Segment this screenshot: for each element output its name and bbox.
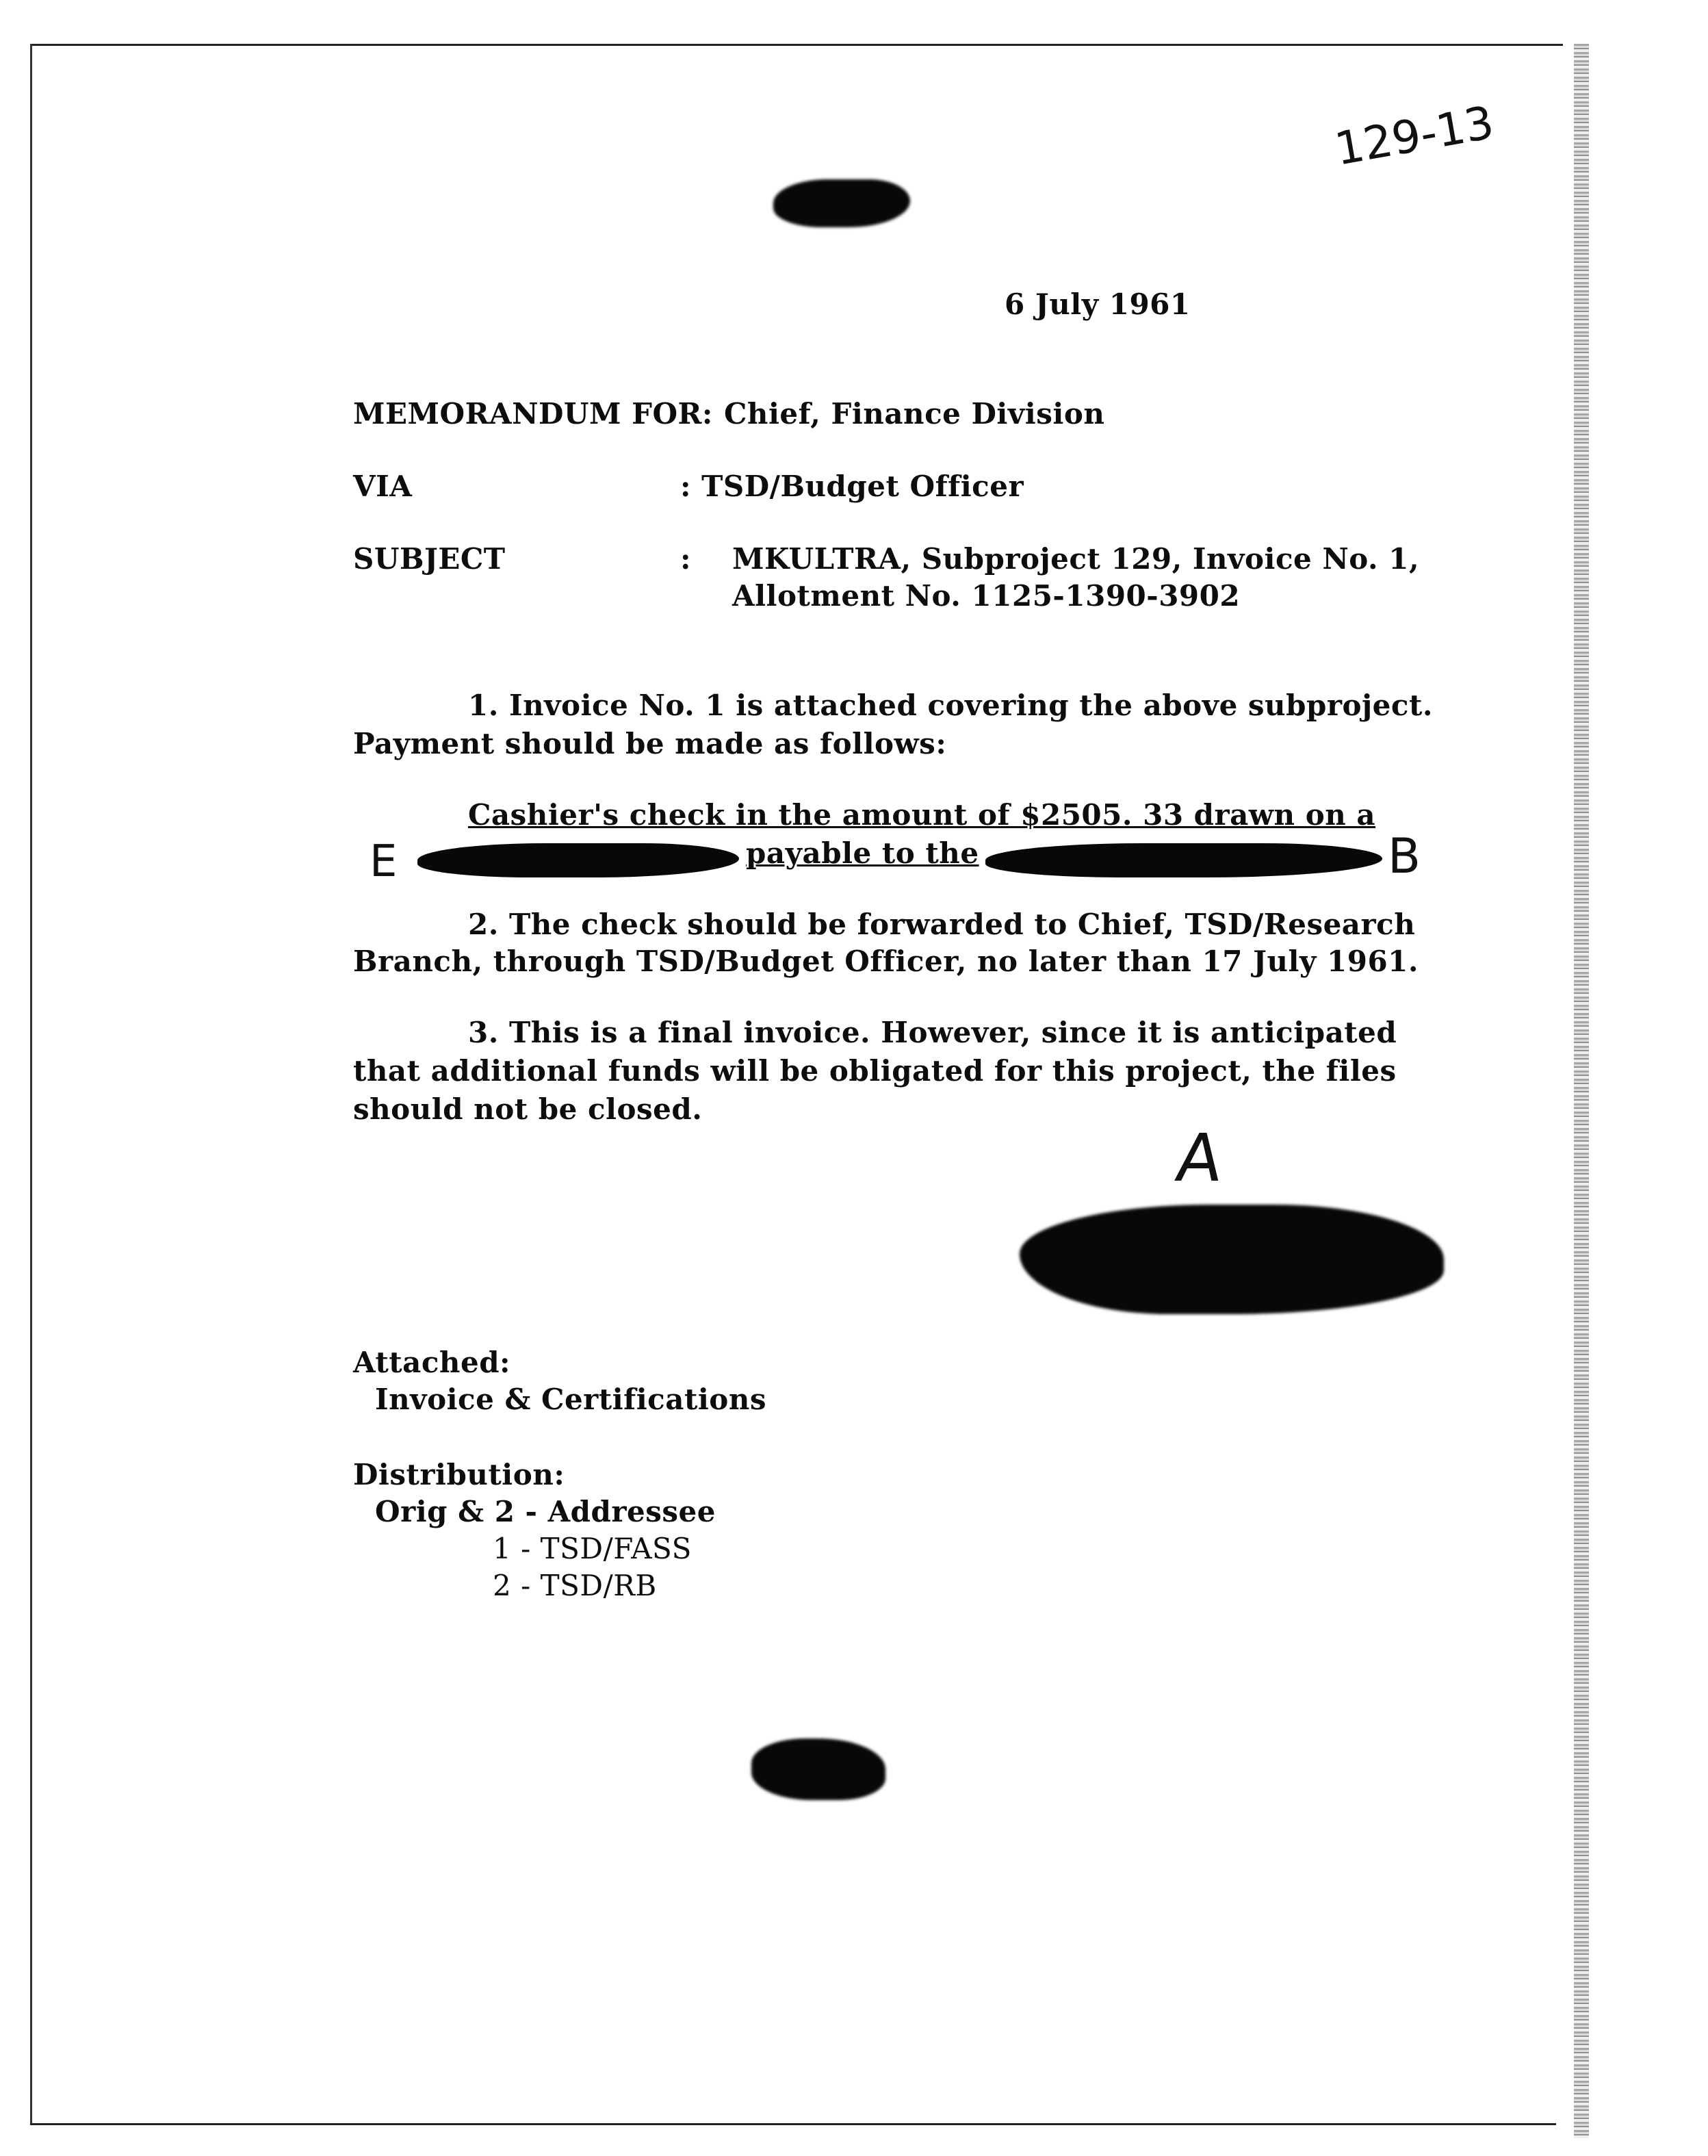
subject-label: SUBJECT [353,542,506,576]
paragraph-3-line-3: should not be closed. [353,1092,703,1126]
subject-line-2: Allotment No. 1125-1390-3902 [732,579,1241,613]
memorandum-for-value: Chief, Finance Division [724,397,1105,431]
handwritten-mark-a: A [1172,1120,1228,1196]
subject-colon: : [680,542,692,576]
attached-item: Invoice & Certifications [375,1383,767,1416]
paragraph-2-line-2: Branch, through TSD/Budget Officer, no later than 17 July 1961. [353,945,1419,978]
paragraph-1-line-1: 1. Invoice No. 1 is attached covering the above subproject. [468,689,1433,722]
subject-line-1: MKULTRA, Subproject 129, Invoice No. 1, [732,542,1420,576]
distribution-item: Orig & 2 - Addressee [375,1495,716,1528]
distribution-item: 1 - TSD/FASS [493,1532,692,1565]
attached-label: Attached: [353,1346,511,1379]
scan-border-top [30,44,1563,46]
handwritten-doc-number: 129-13 [1331,96,1498,176]
memo-date: 6 July 1961 [1005,287,1191,321]
redaction-payee [985,843,1382,877]
via-label: VIA [353,470,413,503]
check-line-2: payable to the [746,836,979,870]
redaction-bottom-classification [751,1738,885,1800]
paragraph-3-line-2: that additional funds will be obligated for this project, the files [353,1054,1397,1088]
handwritten-mark-b: B [1388,828,1421,884]
redaction-signature [1020,1205,1444,1314]
distribution-label: Distribution: [353,1458,565,1491]
paragraph-3-line-1: 3. This is a final invoice. However, since it is anticipated [468,1016,1397,1049]
scan-edge-right [1574,44,1589,2138]
via-value: : TSD/Budget Officer [680,470,1024,503]
scan-border-bottom [30,2123,1556,2125]
distribution-item: 2 - TSD/RB [493,1569,657,1602]
redaction-bank-name [417,843,739,877]
scan-border-left [30,44,32,2125]
handwritten-mark-e: E [370,836,398,887]
memorandum-for-label: MEMORANDUM FOR: [353,397,713,431]
check-line-1: Cashier's check in the amount of $2505. 33 drawn on a [468,798,1376,832]
paragraph-1-line-2: Payment should be made as follows: [353,727,947,760]
paragraph-2-line-1: 2. The check should be forwarded to Chief, TSD/Research [468,908,1416,941]
redaction-top-classification [773,179,910,227]
